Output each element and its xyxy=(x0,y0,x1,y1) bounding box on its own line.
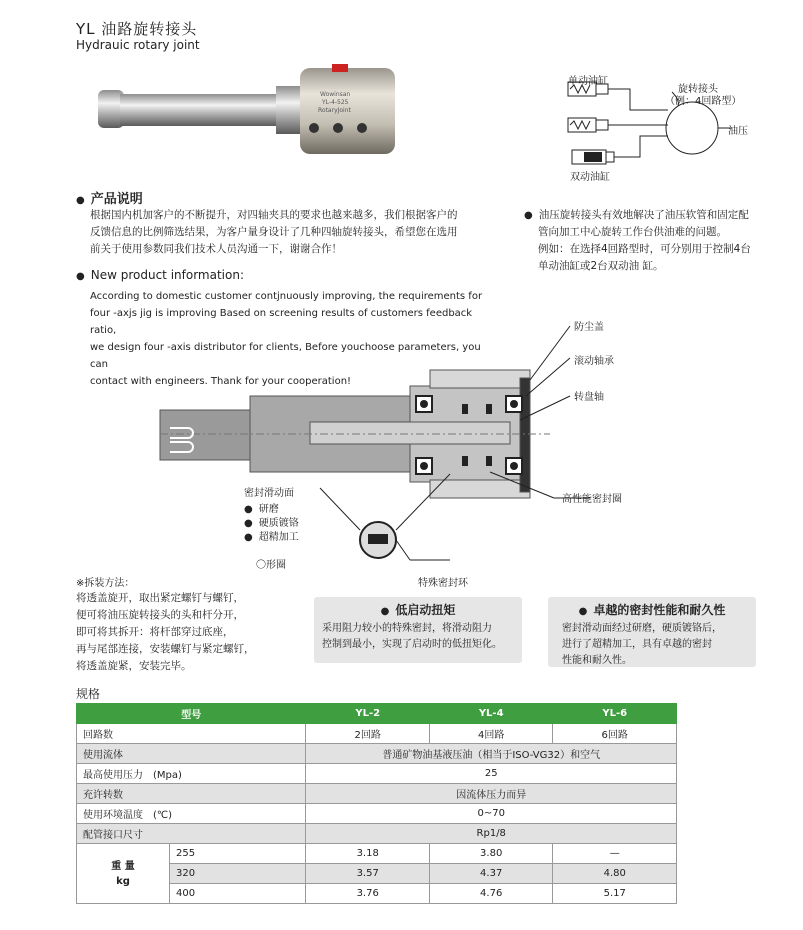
page-subtitle: Hydrauic rotary joint xyxy=(76,38,200,52)
label-chrome: ● 硬质镀铬 xyxy=(244,514,299,529)
spec-header: YL-6 xyxy=(553,704,677,724)
label-grinding: ● 研磨 xyxy=(244,500,279,515)
spec-title: 规格 xyxy=(76,687,101,701)
note-line: 管向加工中心旋转工作台供油难的问题。 xyxy=(538,226,727,238)
spec-cell: 2回路 xyxy=(306,724,429,744)
weight-size: 320 xyxy=(170,864,306,884)
label-rotary-joint: 旋转接头 xyxy=(678,84,718,95)
weight-size: 400 xyxy=(170,884,306,904)
label-special-seal: 特殊密封环 xyxy=(418,578,468,589)
photo-label-3: RotaryJoint xyxy=(318,107,351,114)
label-fine: ● 超精加工 xyxy=(244,528,299,543)
label-single-cylinder: 单动油缸 xyxy=(568,76,608,87)
disassembly-line: 将透盖旋紧，安装完毕。 xyxy=(76,660,192,672)
spec-header: YL-2 xyxy=(306,704,429,724)
intro-cn-heading: ● 产品说明 xyxy=(76,188,143,207)
spec-cell: 3.57 xyxy=(306,864,429,884)
feature-box-torque xyxy=(314,597,522,663)
weight-label xyxy=(77,844,170,904)
weight-size: 255 xyxy=(170,844,306,864)
intro-cn-line: 反馈信息的比例筛选结果，为客户量身设计了几种四轴旋转接头，希望您在选用 xyxy=(90,226,458,238)
table-row xyxy=(77,744,677,764)
label-seal-ring: 高性能密封圈 xyxy=(562,494,622,505)
spec-cell: 因流体压力而异 xyxy=(306,784,677,804)
spec-cell: 普通矿物油基液压油（相当于ISO-VG32）和空气 xyxy=(306,744,677,764)
spec-row-label: 配管接口尺寸 xyxy=(77,824,306,844)
spec-cell: 25 xyxy=(306,764,677,784)
spec-cell: — xyxy=(553,844,677,864)
spec-cell: 4回路 xyxy=(429,724,552,744)
intro-en-line: contact with engineers. Thank for your cooperation! xyxy=(90,376,352,387)
feature-seal-line: 密封滑动面经过研磨，硬质镀铬后， xyxy=(562,623,722,634)
weight-label-line: 重 量 xyxy=(111,860,135,872)
spec-cell: 3.80 xyxy=(429,844,552,864)
intro-cn-line: 前关于使用参数同我们技术人员沟通一下，谢谢合作！ xyxy=(90,243,342,255)
feature-torque-heading: ● 低启动扭矩 xyxy=(314,601,522,618)
label-roller-bearing: 滚动轴承 xyxy=(574,356,614,367)
spec-cell: 6回路 xyxy=(553,724,677,744)
photo-label-2: YL-4-525 xyxy=(322,99,349,106)
spec-cell: 4.37 xyxy=(429,864,552,884)
label-seal-sliding-face: 密封滑动面 xyxy=(244,488,294,499)
disassembly-line: 便可将油压旋转接头的头和杆分开， xyxy=(76,609,244,621)
label-o-ring: 〇形圈 xyxy=(256,560,286,571)
disassembly-line: 再与尾部连接，安装螺钉与紧定螺钉， xyxy=(76,643,255,655)
spec-row-label: 使用环境温度 (℃) xyxy=(77,804,306,824)
label-dust-cover: 防尘盖 xyxy=(574,322,604,333)
spec-row-label: 最高使用压力 (Mpa) xyxy=(77,764,306,784)
spec-header-row xyxy=(77,704,677,724)
spec-cell: 3.76 xyxy=(306,884,429,904)
photo-label-1: Wowinsan xyxy=(320,91,351,98)
label-oil-pressure: 油压 xyxy=(728,126,748,137)
spec-cell: 0~70 xyxy=(306,804,677,824)
intro-en-line: we design four -axis distributor for clients, Before youchoose parameters, you can xyxy=(90,342,481,370)
disassembly-line: 即可将其拆开：将杆部穿过底座， xyxy=(76,626,234,638)
intro-en-heading: ● New product information: xyxy=(76,268,244,282)
table-row xyxy=(77,824,677,844)
note-line: 单动油缸或2台双动油 缸。 xyxy=(538,260,664,272)
spec-cell: Rp1/8 xyxy=(306,824,677,844)
disassembly-heading: ※拆装方法： xyxy=(76,578,135,589)
feature-box-seal xyxy=(548,597,756,667)
spec-header: 型号 xyxy=(77,704,306,724)
note-line: ● 油压旋转接头有效地解决了油压软管和固定配 xyxy=(524,207,774,224)
spec-row-label: 回路数 xyxy=(77,724,306,744)
weight-label-line: kg xyxy=(116,875,130,887)
table-row xyxy=(77,764,677,784)
spec-cell: 5.17 xyxy=(553,884,677,904)
table-row xyxy=(77,844,677,864)
spec-header: YL-4 xyxy=(429,704,552,724)
page-title: YL 油路旋转接头 xyxy=(76,20,198,38)
intro-en-line: According to domestic customer contjnuously improving, the requirements for xyxy=(90,291,483,302)
spec-cell: 3.18 xyxy=(306,844,429,864)
feature-torque-line: 控制到最小，实现了启动时的低扭矩化。 xyxy=(322,639,502,650)
spec-table xyxy=(76,703,677,904)
feature-torque-line: 采用阻力较小的特殊密封，将滑动阻力 xyxy=(322,623,492,634)
spec-cell: 4.76 xyxy=(429,884,552,904)
table-row xyxy=(77,724,677,744)
intro-cn-line: 根据国内机加客户的不断提升，对四轴夹具的要求也越来越多，我们根据客户的 xyxy=(90,209,458,221)
cross-section-diagram xyxy=(150,300,620,590)
feature-seal-heading: ● 卓越的密封性能和耐久性 xyxy=(548,601,756,618)
feature-seal-line: 进行了超精加工，具有卓越的密封 xyxy=(562,639,712,650)
spec-cell: 4.80 xyxy=(553,864,677,884)
label-example: （例：4回路型） xyxy=(665,96,742,107)
spec-row-label: 使用流体 xyxy=(77,744,306,764)
product-photo xyxy=(90,62,400,167)
table-row xyxy=(77,784,677,804)
spec-row-label: 充许转数 xyxy=(77,784,306,804)
label-double-cylinder: 双动油缸 xyxy=(570,172,610,183)
note-line: 例如：在选择4回路型时，可分别用于控制4台 xyxy=(538,243,751,255)
label-turntable-shaft: 转盘轴 xyxy=(574,392,604,403)
table-row xyxy=(77,804,677,824)
intro-en-line: four -axjs jig is improving Based on screening results of customers feedback ratio, xyxy=(90,308,473,336)
disassembly-line: 将透盖旋开，取出紧定螺钉与螺钉， xyxy=(76,592,244,604)
feature-seal-line: 性能和耐久性。 xyxy=(562,655,632,666)
